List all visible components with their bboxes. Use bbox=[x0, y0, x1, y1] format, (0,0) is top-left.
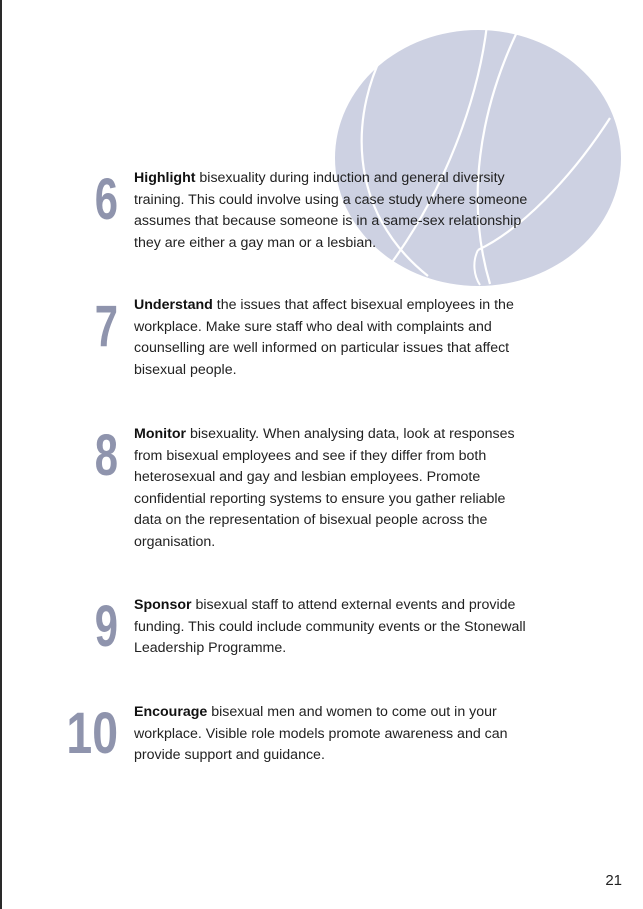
item-number: 9 bbox=[94, 594, 118, 659]
item-number: 8 bbox=[94, 423, 118, 488]
item-body: bisexuality during induction and general diversity training. This could involve using a case study where someone assumes that because someone is in a same-sex relationship they are either a gay man or a lesbian. bbox=[134, 170, 528, 251]
item-body: the issues that affect bisexual employees in the workplace. Make sure staff who deal with complaints and counselling are well informed on particular issues that affect bisexual people. bbox=[134, 297, 514, 378]
page-number: 21 bbox=[605, 872, 622, 889]
item-text bbox=[134, 295, 529, 381]
item-text bbox=[134, 595, 529, 660]
item-text bbox=[134, 424, 529, 554]
item-keyword: Encourage bbox=[134, 704, 208, 720]
item-number: 7 bbox=[94, 294, 118, 359]
item-number: 6 bbox=[94, 167, 118, 232]
item-body: bisexuality. When analysing data, look at responses from bisexual employees and see if they differ from both heterosexual and gay and lesbian employees. Promote confidential reporting systems to ensure you gather reliable data on the representation of bisexual people across the organisation. bbox=[134, 426, 515, 550]
item-keyword: Monitor bbox=[134, 426, 187, 442]
item-text bbox=[134, 702, 529, 767]
item-number: 10 bbox=[66, 701, 118, 766]
item-keyword: Highlight bbox=[134, 170, 196, 186]
item-body: bisexual men and women to come out in your workplace. Visible role models promote awareness and can provide support and guidance. bbox=[134, 704, 508, 764]
item-body: bisexual staff to attend external events and provide funding. This could include community events or the Stonewall Leadership Programme. bbox=[134, 597, 526, 657]
item-text bbox=[134, 168, 529, 254]
item-keyword: Understand bbox=[134, 297, 213, 313]
item-keyword: Sponsor bbox=[134, 597, 192, 613]
